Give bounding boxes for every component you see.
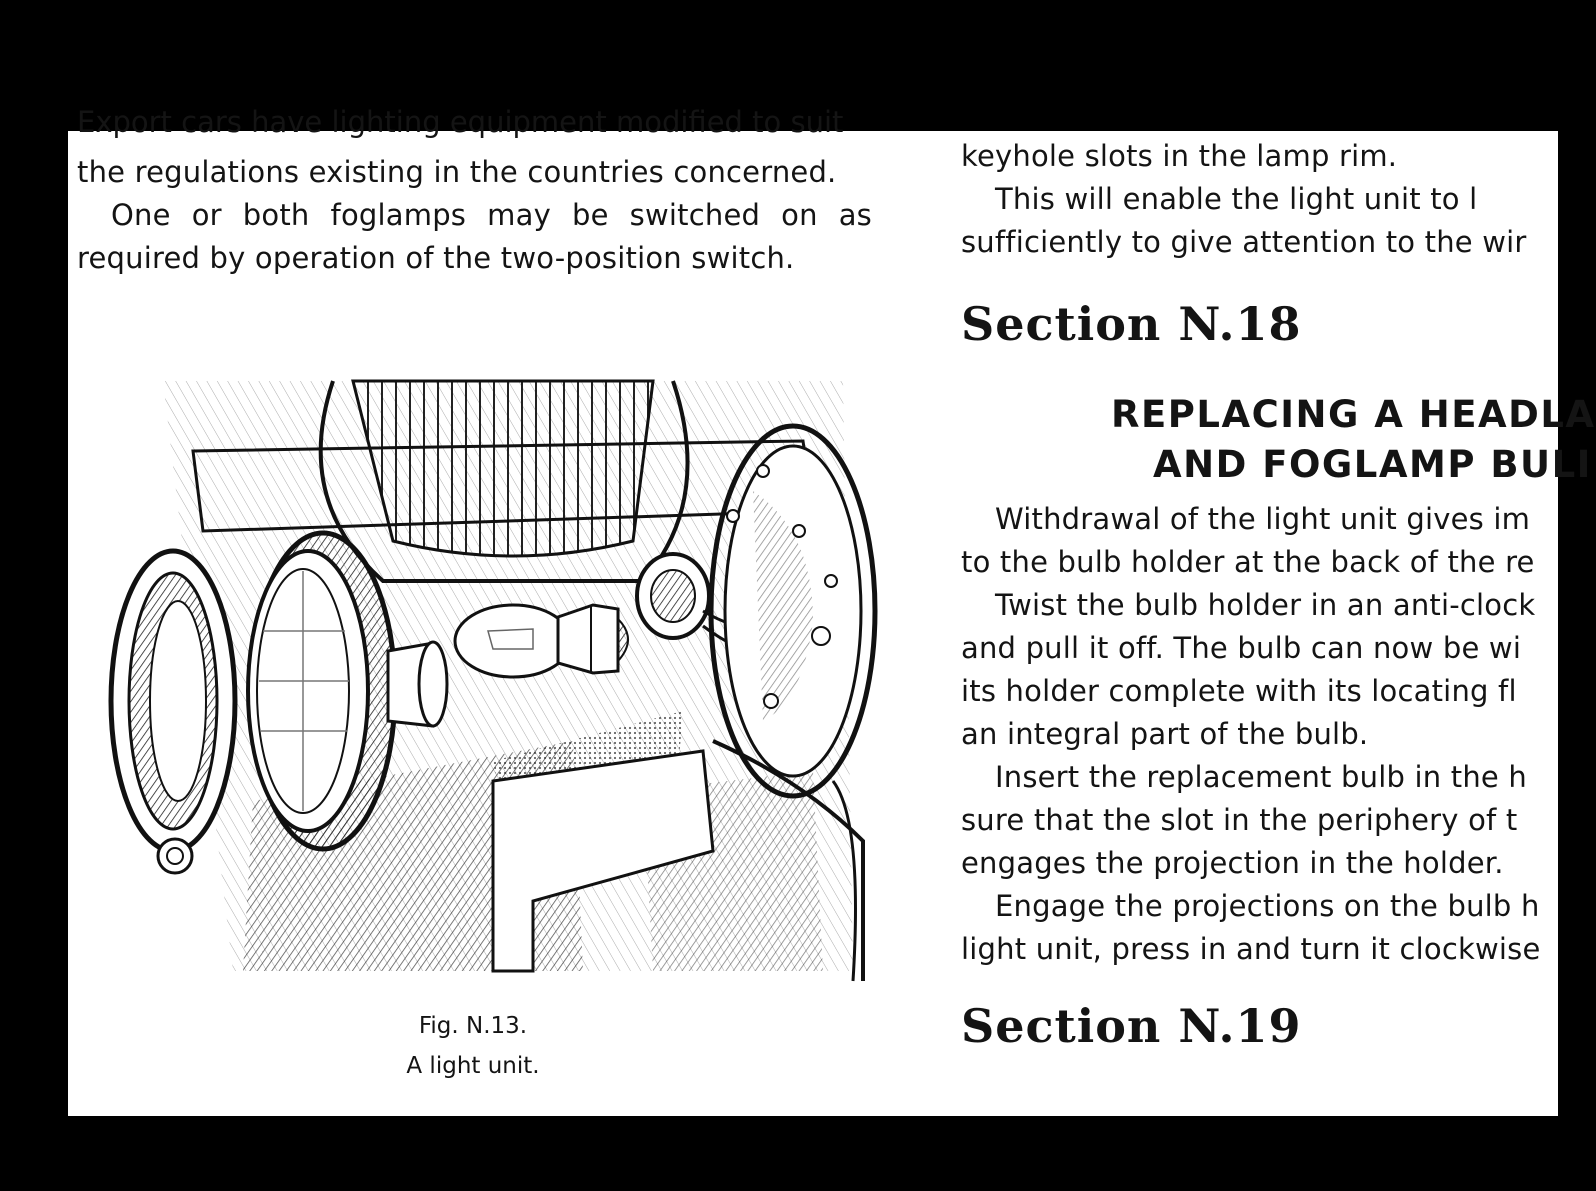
paragraph-line: Withdrawal of the light unit gives im [995, 502, 1531, 536]
cut-off-line: Export cars have lighting equipment modified to suit [77, 105, 844, 139]
paragraph-line: an integral part of the bulb. [961, 717, 1369, 751]
paragraph-line: to the bulb holder at the back of the re [961, 545, 1535, 579]
section-heading-n19: Section N.19 [961, 999, 1302, 1053]
paragraph-line: keyhole slots in the lamp rim. [961, 139, 1398, 173]
subheading-line-2: AND FOGLAMP BULI [1153, 443, 1592, 486]
light-unit-illustration [113, 381, 863, 981]
right-paragraphs-top [961, 135, 1527, 264]
paragraph-line: its holder complete with its locating fl [961, 674, 1517, 708]
paragraph-line: One or both foglamps may be switched on as [111, 198, 872, 232]
paragraph-line: engages the projection in the holder. [961, 846, 1504, 880]
right-paragraphs-body [961, 498, 1541, 971]
paragraph-line: Twist the bulb holder in an anti-clock [995, 588, 1536, 622]
paragraph-line: required by operation of the two-position switch. [77, 241, 795, 275]
manual-page [68, 105, 1596, 1116]
paragraph-line: Engage the projections on the bulb h [995, 889, 1540, 923]
caption-number: Fig. N.13. [418, 1013, 528, 1039]
figure-caption [363, 1006, 583, 1086]
section-heading-n18: Section N.18 [961, 297, 1302, 351]
paragraph-line: Insert the replacement bulb in the h [995, 760, 1527, 794]
paragraph-line: sure that the slot in the periphery of t [961, 803, 1518, 837]
paragraph-line: light unit, press in and turn it clockwise [961, 932, 1541, 966]
caption-text: A light unit. [406, 1053, 540, 1079]
paragraph-line: sufficiently to give attention to the wir [961, 225, 1527, 259]
paragraph-line: and pull it off. The bulb can now be wi [961, 631, 1522, 665]
paragraph-line: the regulations existing in the countries concerned. [77, 155, 837, 189]
paragraph-line: This will enable the light unit to l [995, 182, 1478, 216]
subheading-line-1: REPLACING A HEADLA [1111, 393, 1596, 436]
left-paragraphs [77, 151, 877, 280]
